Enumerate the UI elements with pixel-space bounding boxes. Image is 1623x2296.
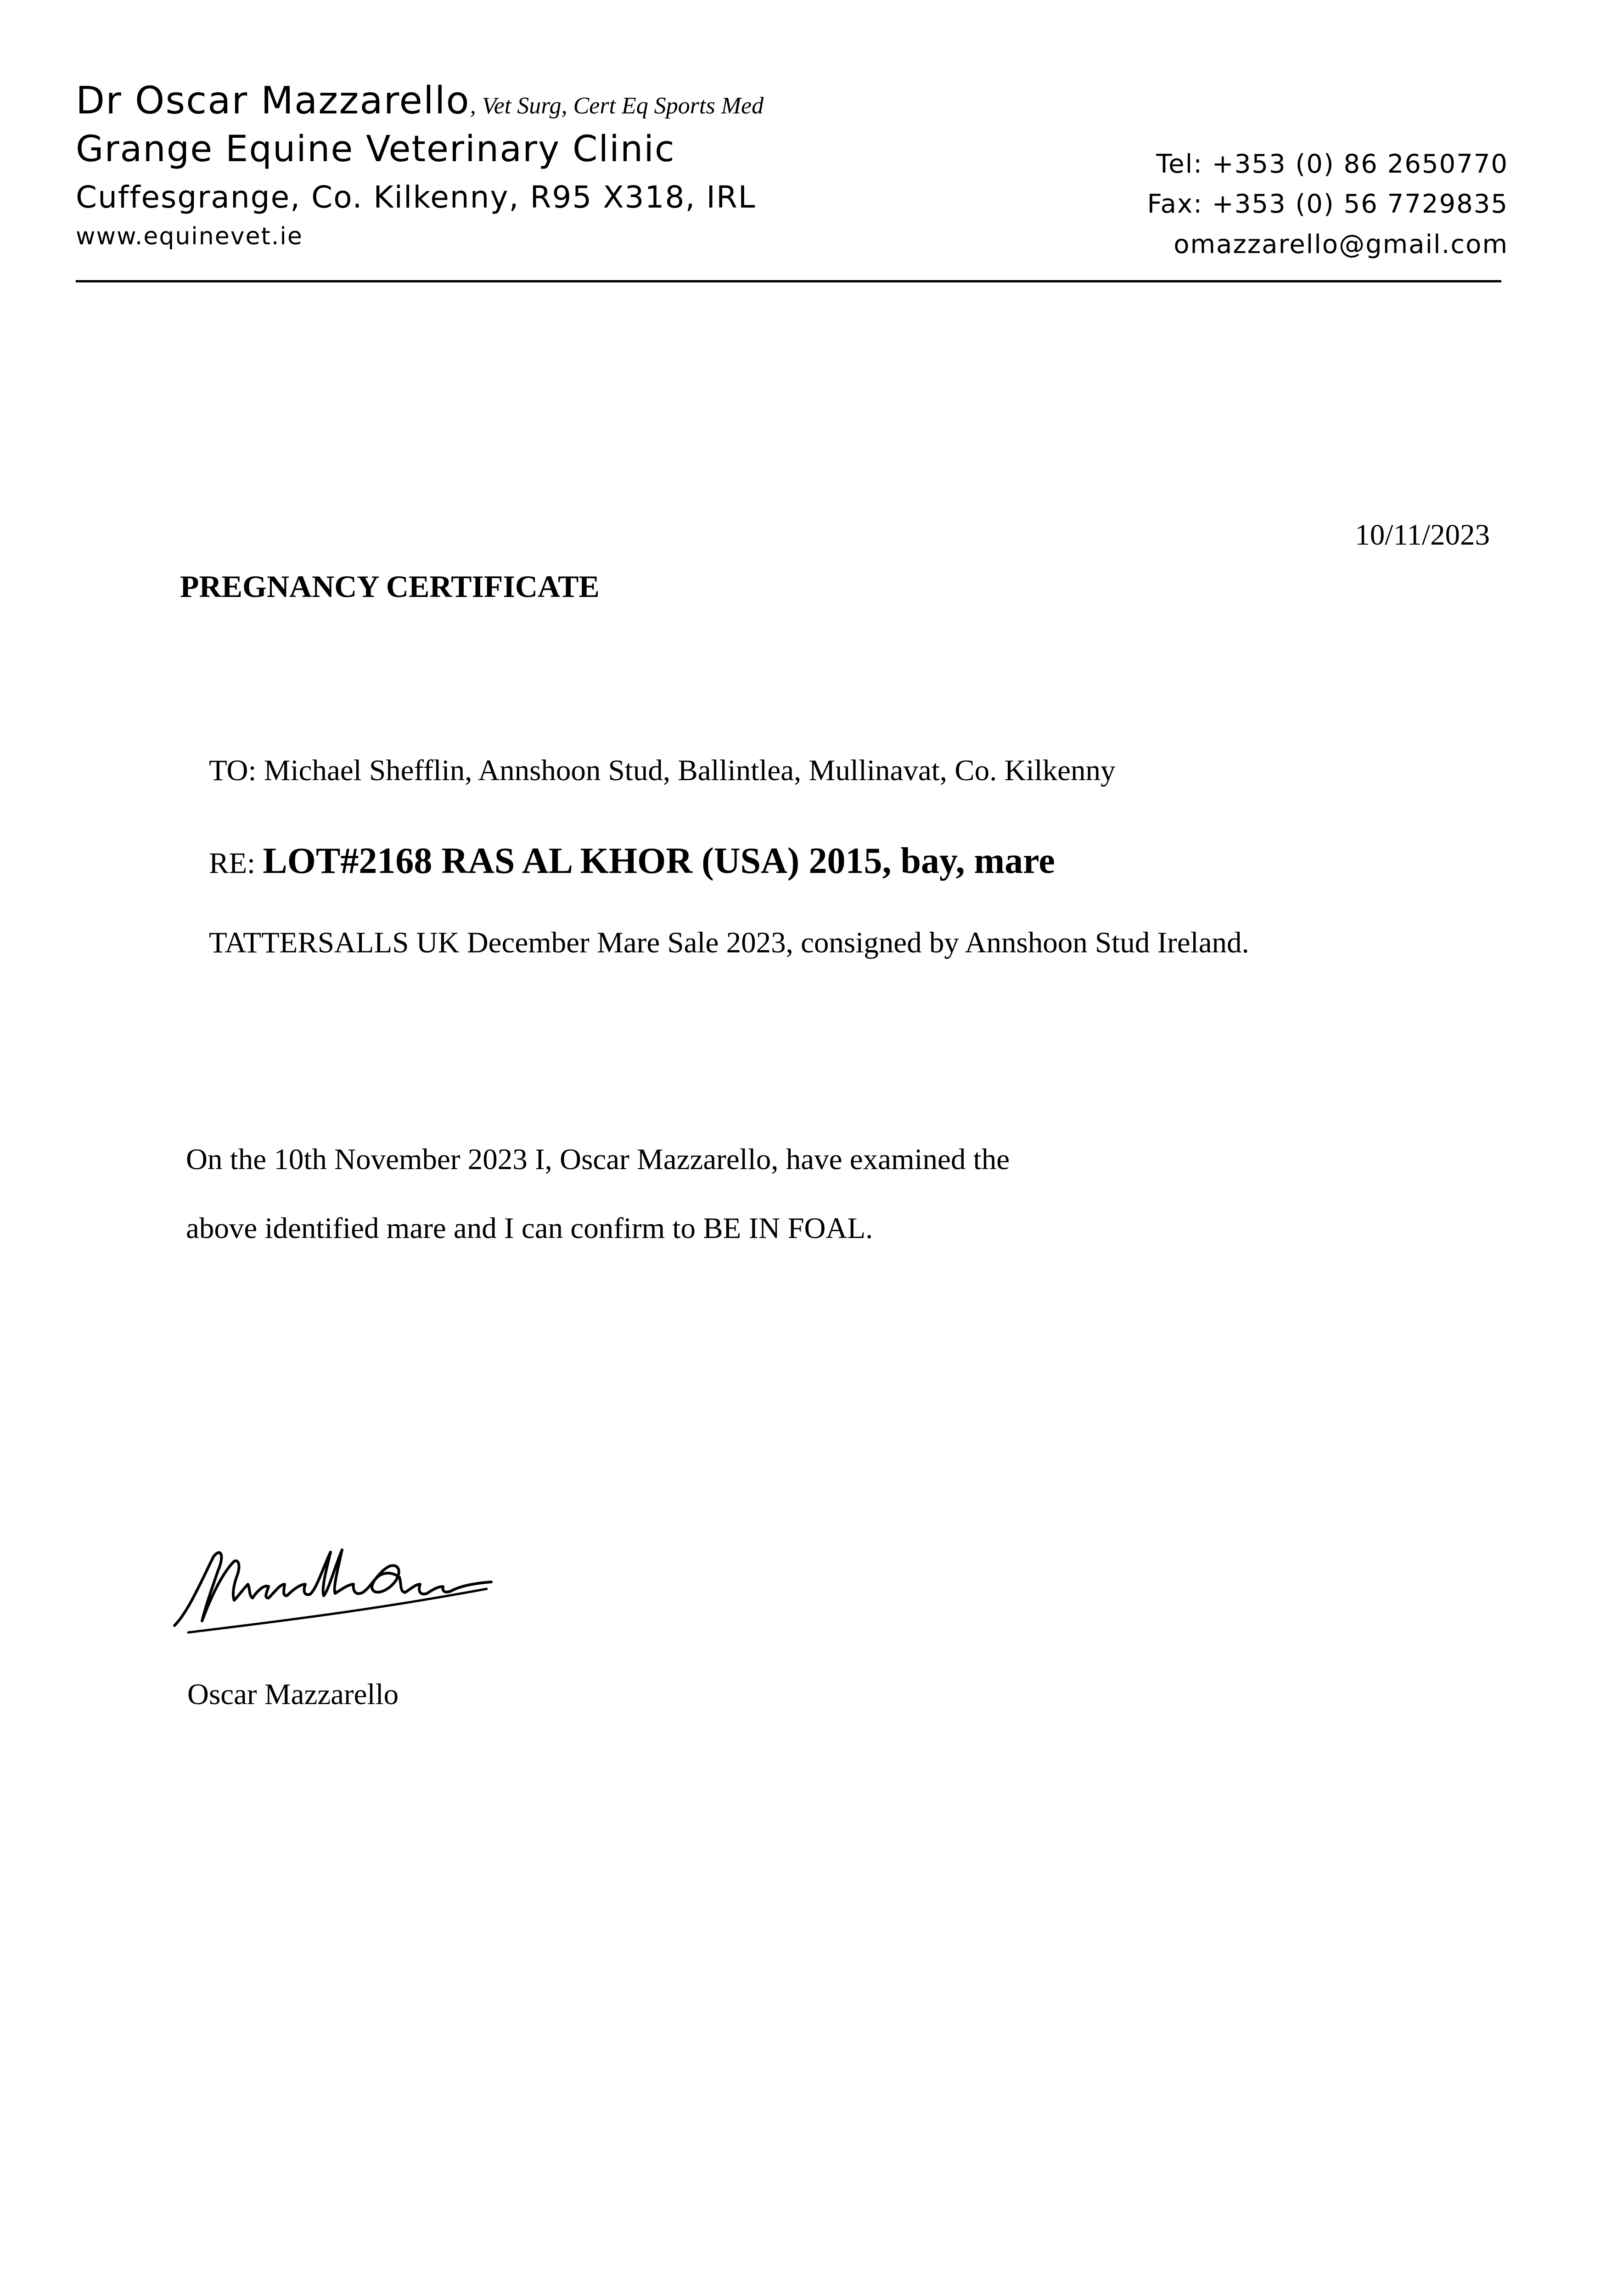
clinic-telephone: Tel: +353 (0) 86 2650770 [1156, 149, 1508, 179]
handwritten-signature [170, 1538, 565, 1658]
vet-name [76, 78, 764, 129]
signatory-name: Oscar Mazzarello [187, 1678, 399, 1711]
header-divider [76, 280, 1501, 282]
certificate-title: PREGNANCY CERTIFICATE [180, 569, 600, 604]
clinic-name: Grange Equine Veterinary Clinic [76, 129, 675, 170]
statement-line-2: above identified mare and I can confirm to BE IN FOAL. [186, 1212, 873, 1245]
subject-text: LOT#2168 RAS AL KHOR (USA) 2015, bay, mare [263, 841, 1055, 881]
clinic-email: omazzarello@gmail.com [1174, 230, 1508, 259]
subject-label: RE: [209, 847, 263, 880]
statement-line-1: On the 10th November 2023 I, Oscar Mazzarello, have examined the [186, 1143, 1010, 1176]
certificate-date: 10/11/2023 [1355, 518, 1490, 551]
clinic-fax: Fax: +353 (0) 56 7729835 [1147, 189, 1508, 219]
clinic-address: Cuffesgrange, Co. Kilkenny, R95 X318, IRL [76, 180, 756, 215]
clinic-website: www.equinevet.ie [76, 223, 303, 250]
vet-name-text: Dr Oscar Mazzarello [76, 79, 470, 123]
subject-line [209, 838, 1055, 894]
sale-details: TATTERSALLS UK December Mare Sale 2023, consigned by Annshoon Stud Ireland. [209, 926, 1249, 959]
recipient-line: TO: Michael Shefflin, Annshoon Stud, Ballintlea, Mullinavat, Co. Kilkenny [209, 754, 1116, 787]
vet-qualifications: , Vet Surg, Cert Eq Sports Med [470, 93, 764, 119]
